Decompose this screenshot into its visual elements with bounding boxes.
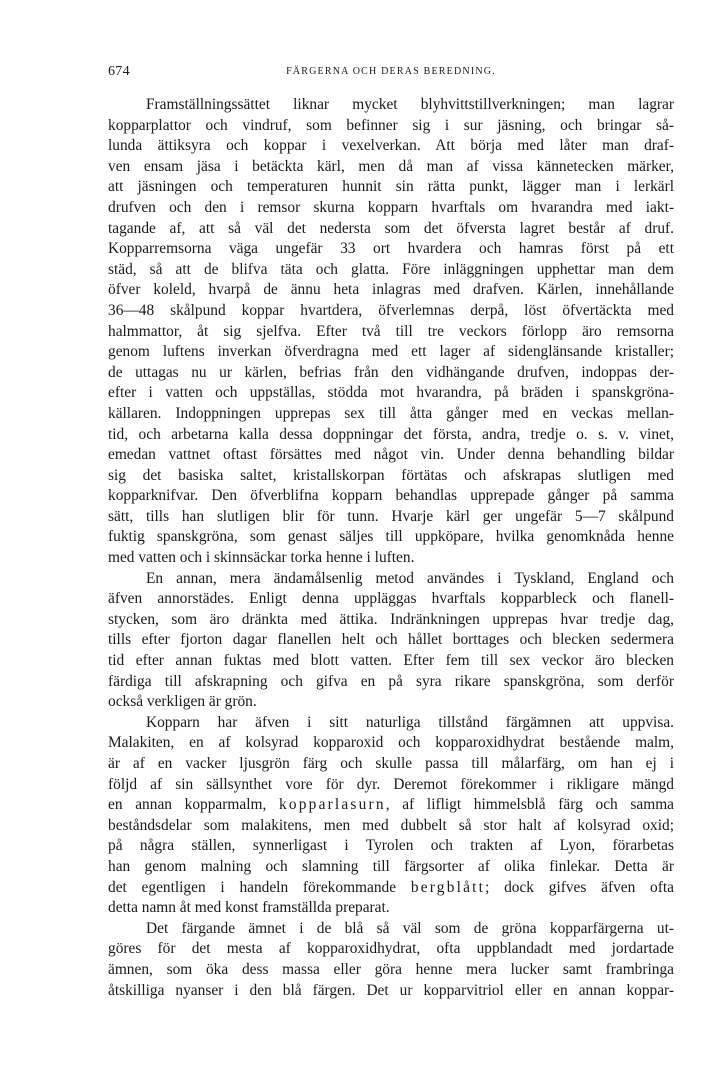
text-line: sig det basiska saltet, kristallskorpan förtätas och afskrapas slutligen med — [108, 466, 674, 484]
text-line: åtskilliga nyanser i den blå färgen. Det ur kopparvitriol eller en annan koppar- — [108, 981, 674, 999]
text-line: tagande af, att så väl det nedersta som det öfversta lagret består af druf. — [108, 219, 674, 237]
text-line-mixed — [108, 878, 674, 899]
spaced-term-kopparlasurn: kopparlasurn — [278, 796, 386, 814]
text-line: tid, och arbetarna kalla dessa doppningar det första, andra, tredje o. s. v. vinet, — [108, 425, 674, 443]
text-line: sätt, tills han slutligen blir för tunn. Hvarje kärl ger ungefär 5—7 skålpund — [108, 507, 674, 525]
text-line: också verkligen är grön. — [108, 693, 257, 711]
paragraph — [108, 713, 674, 919]
text-line: tid efter annan fuktas med blott vatten. Efter fem till sex veckor äro blecken — [108, 652, 674, 670]
text-line: källaren. Indoppningen upprepas sex till åtta gånger med en veckas mellan- — [108, 404, 674, 422]
text-line: följd af sin sällsynthet vore för dyr. Deremot förekommer i rikligare mängd — [108, 775, 674, 793]
text-line: Malakiten, en af kolsyrad kopparoxid och kopparoxidhydrat bestående malm, — [108, 734, 674, 752]
text-line: kopparplattor och vindruf, som befinner sig i sur jäsning, och bringar så- — [108, 116, 674, 134]
text-line: Kopparn har äfven i sitt naturliga tillstånd färgämnen att uppvisa. — [146, 713, 674, 731]
text-line: Kopparremsorna väga ungefär 33 ort hvardera och hamras först på ett — [108, 240, 674, 258]
text-line: göres för det mesta af kopparoxidhydrat, ofta uppblandadt med jordartade — [108, 940, 674, 958]
spaced-term-bergblatt: bergblått — [410, 878, 486, 896]
text-line: städ, så att de blifva täta och glatta. Före inläggningen upphettar man dem — [108, 260, 674, 278]
text-line: lunda ättiksyra och koppar i vexelverkan. Att börja med låter man draf- — [108, 137, 674, 155]
text-line: detta namn åt med konst framställda preparat. — [108, 899, 390, 917]
text-line: färdiga till afskrapning och gifva en på syra rikare spanskgröna, som derför — [108, 672, 674, 690]
text-line: En annan, mera ändamålsenlig metod användes i Tyskland, England och — [146, 569, 674, 587]
text-line: drufven och den i remsor skurna kopparn hvarftals om hvarandra med iakt- — [108, 198, 674, 216]
text-line: att jäsningen och temperaturen hunnit sin rätta punkt, lägger man i lerkärl — [108, 178, 674, 196]
text-line: ämnen, som öka dess massa eller göra henne mera lucker samt frambringa — [108, 960, 674, 978]
text-line: på några ställen, synnerligast i Tyrolen och trakten af Lyon, förarbetas — [108, 837, 674, 855]
text-line: Det färgande ämnet i de blå så väl som de gröna kopparfärgerna ut- — [146, 919, 674, 937]
page-header — [108, 64, 674, 84]
text-segment: , af lifligt himmelsblå färg och samma — [385, 796, 675, 814]
paragraph — [108, 569, 674, 713]
text-line: tills efter fjorton dagar flanellen helt och hållet borttages och blecken sedermera — [108, 631, 674, 649]
text-line: äfven annorstädes. Enligt denna uppläggas hvarftals kopparbleck och flanell- — [108, 590, 674, 608]
text-line: med vatten och i skinnsäckar torka henne i luften. — [108, 549, 415, 567]
text-line: halmmattor, åt sig sjelfva. Efter två till tre veckors förlopp äro remsorna — [108, 322, 674, 340]
body-text — [108, 95, 674, 1001]
text-line: stycken, som äro dränkta med ättika. Indränkningen upprepas hvar tredje dag, — [108, 610, 674, 628]
text-line: fuktig spanskgröna, som genast säljes till uppköpare, hvilka genomknåda henne — [108, 528, 674, 546]
text-line: de uttagas nu ur kärlen, befrias från den vidhängande drufven, indoppas der- — [108, 363, 674, 381]
text-line: beståndsdelar som malakitens, men med dubbelt så stor halt af kolsyrad oxid; — [108, 816, 674, 834]
running-title: FÄRGERNA OCH DERAS BEREDNING. — [286, 66, 496, 77]
text-line: efter i vatten och uppställas, stödda mot hvarandra, på bräden i spanskgröna- — [108, 384, 674, 402]
text-line: 36—48 skålpund koppar hvartdera, öfverlemnas derpå, löst öfvertäckta med — [108, 301, 674, 319]
text-line: han genom malning och slamning till färgsorter af olika finlekar. Detta är — [108, 857, 674, 875]
paragraph — [108, 919, 674, 1001]
text-line: är af en vacker ljusgrön färg och skulle passa till målarfärg, om han ej i — [108, 755, 674, 772]
text-segment: ; dock gifves äfven ofta — [485, 878, 674, 896]
text-line: kopparknifvar. Den öfverblifna kopparn behandlas upprepade gånger på samma — [108, 487, 674, 505]
page-number: 674 — [108, 64, 130, 79]
text-line: Framställningssättet liknar mycket blyhvittstillverkningen; man lagrar — [146, 96, 674, 113]
text-line: genom luftens inverkan öfverdragna med ett lager af sidenglänsande kristaller; — [108, 343, 674, 361]
text-segment: en annan kopparmalm, — [108, 796, 279, 814]
text-line: öfver koleld, hvarpå de ännu heta inlagras med drafven. Kärlen, innehållande — [108, 281, 674, 299]
text-line-mixed — [108, 795, 674, 816]
text-line: ven ensam jäsa i betäckta kärl, men då man af vissa kännetecken märker, — [108, 157, 674, 175]
text-line: emedan vattnet oftast försättes med något vin. Under denna behandling bildar — [108, 446, 674, 464]
text-segment: det egentligen i handeln förekommande — [108, 878, 411, 896]
paragraph — [108, 95, 674, 569]
